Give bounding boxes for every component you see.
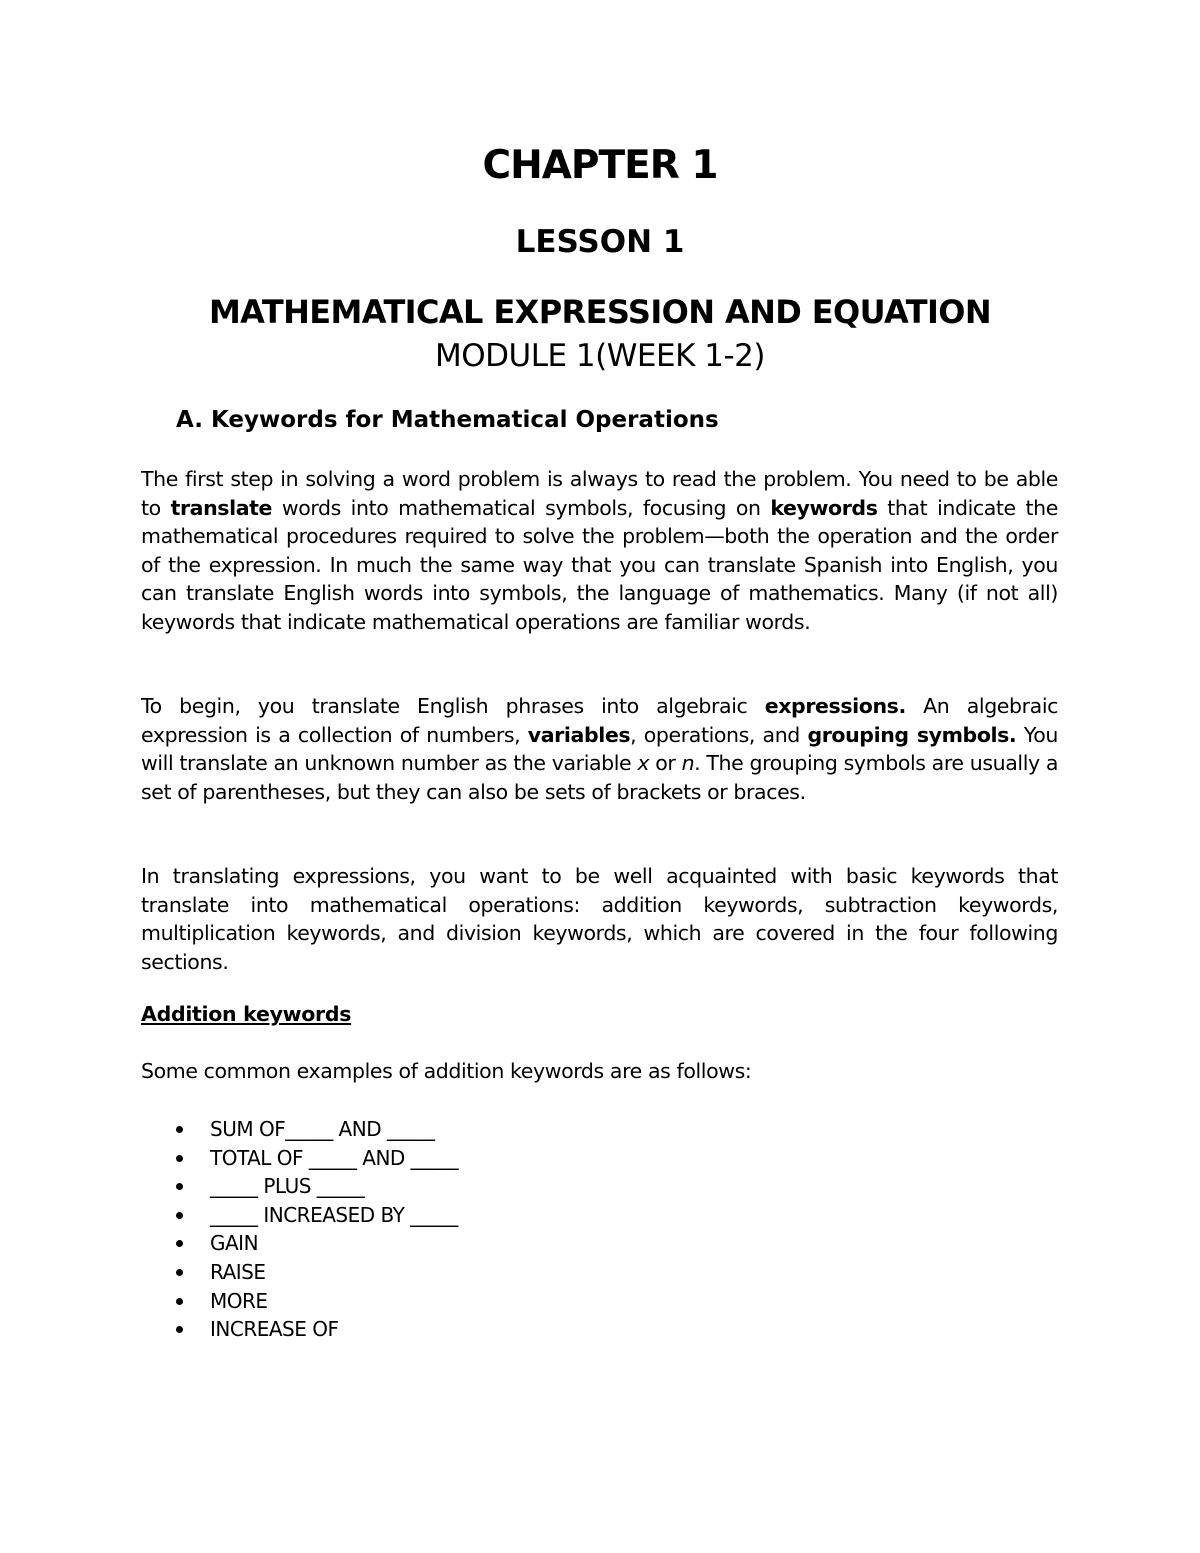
paragraph-text: words into mathematical symbols, focusing on (272, 495, 771, 520)
lesson-title: LESSON 1 (515, 224, 685, 260)
italic-variable-x: x (637, 751, 650, 775)
list-item (170, 1115, 458, 1144)
keyword-text: GAIN (210, 1231, 259, 1256)
module-subtitle: MODULE 1(WEEK 1-2) (435, 338, 765, 374)
bullet-icon (176, 1183, 183, 1190)
list-item (170, 1258, 458, 1287)
bullet-icon (176, 1126, 183, 1133)
list-item (170, 1315, 458, 1344)
bold-term-translate: translate (170, 495, 273, 520)
chapter-title: CHAPTER 1 (482, 143, 718, 188)
list-item (170, 1229, 458, 1258)
list-item (170, 1144, 458, 1173)
paragraph-text: The first step in solving a word problem is always to read the problem. You need to be able to (141, 467, 1058, 520)
bullet-icon (176, 1155, 183, 1162)
addition-keywords-heading: Addition keywords (141, 1002, 352, 1026)
paragraph-text: . The grouping symbols are usually a set of parentheses, but they can also be sets of brackets or braces. (141, 751, 1059, 804)
keyword-text: _____ PLUS _____ (210, 1174, 365, 1199)
keyword-text: TOTAL OF _____ AND _____ (210, 1145, 459, 1170)
keyword-text: RAISE (210, 1259, 266, 1284)
keyword-text: _____ INCREASED BY _____ (210, 1202, 458, 1227)
paragraph-text: that indicate the mathematical procedures required to solve the problem—both the operation and the order of the expression. In much the same way that you can translate Spanish into English, you can translate English words into symbols, the language of mathematics. Many (if not all) keywords that indicate mathematical operations are familiar words. (141, 495, 1058, 634)
bullet-icon (176, 1326, 183, 1333)
bold-term-variables: variables (527, 722, 631, 747)
paragraph-text: You will translate an unknown number as the variable (141, 722, 1058, 775)
paragraph-text: To begin, you translate English phrases into algebraic (141, 694, 765, 718)
bold-term-keywords: keywords (770, 495, 878, 520)
bullet-icon (176, 1212, 183, 1219)
section-a-heading: A. Keywords for Mathematical Operations (176, 407, 719, 433)
keyword-text: MORE (210, 1288, 268, 1313)
paragraph-translating: In translating expressions, you want to be well acquainted with basic keywords that translate into mathematical operations: addition keywords, subtraction keywords, multiplication keywords, and division keywords, which are covered in the four following sections. (141, 864, 1058, 974)
list-item (170, 1287, 458, 1316)
paragraph-intro (141, 465, 1058, 636)
lesson-topic-title: MATHEMATICAL EXPRESSION AND EQUATION (208, 293, 992, 331)
paragraph-text: or (649, 751, 682, 775)
addition-keywords-intro: Some common examples of addition keywords are as follows: (141, 1059, 752, 1083)
bullet-icon (176, 1240, 183, 1247)
bold-term-grouping-symbols: grouping symbols. (807, 722, 1017, 747)
bullet-icon (176, 1298, 183, 1305)
list-item (170, 1201, 458, 1230)
paragraph-text: An algebraic expression is a collection of numbers, (141, 694, 1058, 747)
paragraph-text: , operations, and (630, 722, 808, 747)
keyword-text: INCREASE OF (210, 1317, 339, 1342)
list-item (170, 1172, 458, 1201)
bullet-icon (176, 1269, 183, 1276)
bold-term-expressions: expressions. (764, 694, 906, 718)
addition-keywords-list (170, 1115, 458, 1344)
keyword-text: SUM OF_____ AND _____ (210, 1117, 435, 1141)
paragraph-expressions (141, 692, 1058, 806)
italic-variable-n: n (681, 751, 695, 775)
